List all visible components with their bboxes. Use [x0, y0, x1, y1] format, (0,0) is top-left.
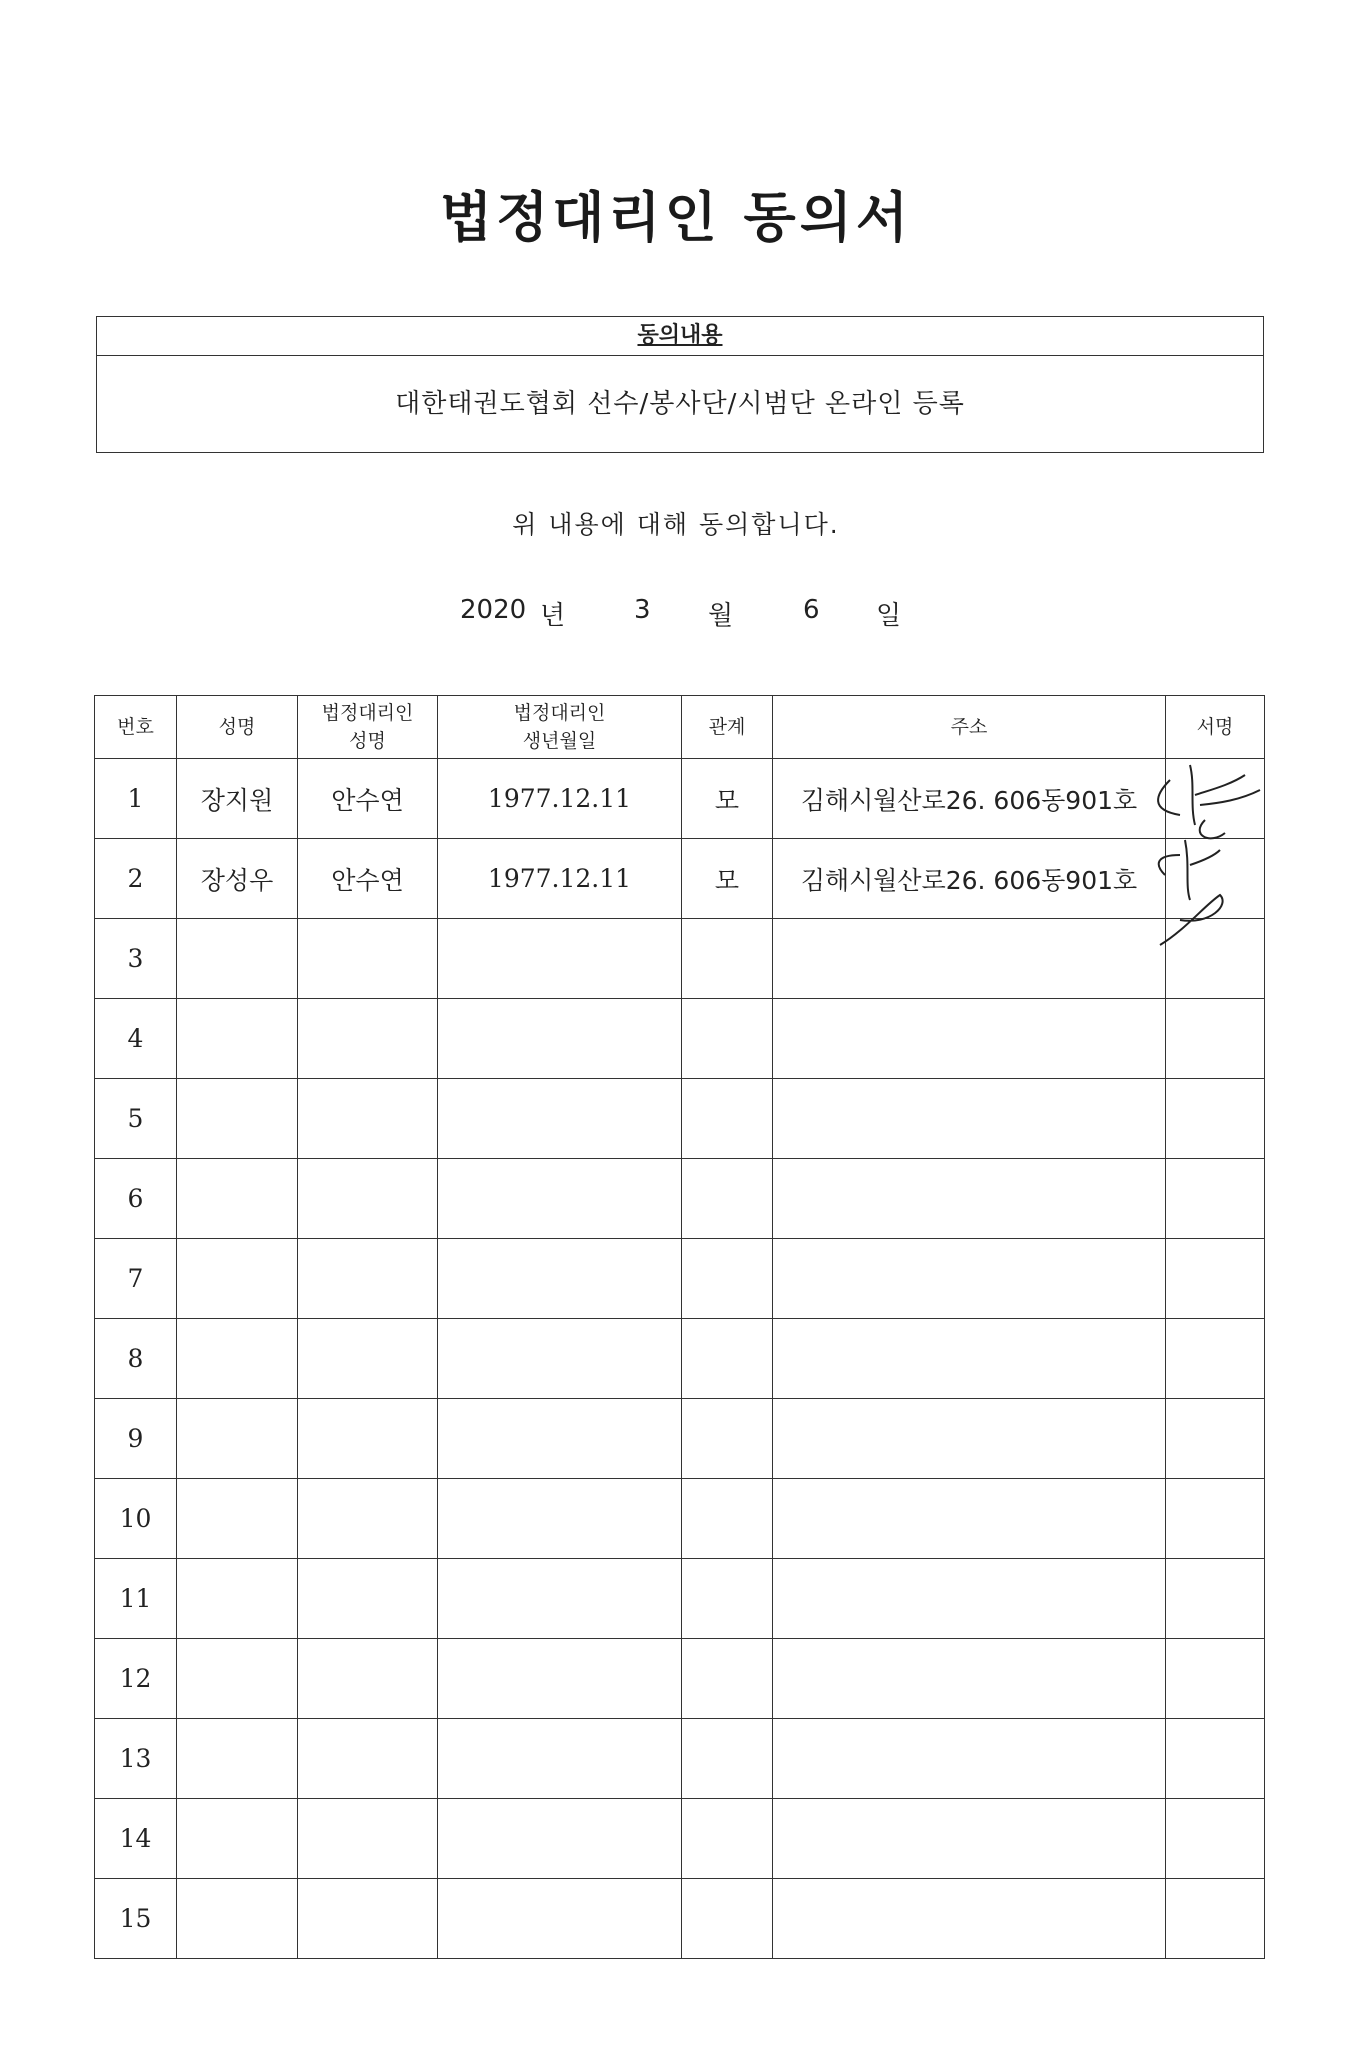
cell-relation: [682, 1079, 773, 1159]
cell-relation: [682, 1719, 773, 1799]
cell-guardian-birth: [438, 1239, 682, 1319]
table-row: [95, 839, 1265, 919]
cell-name: [177, 1639, 298, 1719]
cell-name: [177, 1719, 298, 1799]
cell-relation: [682, 1159, 773, 1239]
header-guardian-birth: [438, 696, 682, 759]
date-month-unit: 월: [708, 601, 734, 631]
cell-no: 13: [95, 1719, 177, 1799]
header-guardian-birth-line1: 법정대리인: [513, 702, 606, 724]
table-row: [95, 999, 1265, 1079]
cell-guardian-name: [298, 1159, 438, 1239]
table-row: [95, 1639, 1265, 1719]
cell-guardian-birth: 1977.12.11: [438, 839, 682, 919]
cell-address: [773, 1559, 1166, 1639]
cell-guardian-name: [298, 1399, 438, 1479]
consent-box: [96, 316, 1264, 453]
cell-address: [773, 1479, 1166, 1559]
table-row: [95, 1479, 1265, 1559]
cell-address: [773, 1719, 1166, 1799]
date-day-unit: 일: [876, 601, 902, 631]
cell-guardian-name: [298, 1239, 438, 1319]
cell-no: 10: [95, 1479, 177, 1559]
header-guardian-name-line2: 성명: [349, 730, 386, 752]
cell-relation: [682, 1799, 773, 1879]
consent-body: 대한태권도협회 선수/봉사단/시범단 온라인 등록: [395, 389, 965, 419]
cell-address: [773, 1799, 1166, 1879]
consent-header: 동의내용: [97, 317, 1263, 356]
handwritten-signature: [1150, 755, 1300, 955]
cell-relation: [682, 1559, 773, 1639]
cell-guardian-birth: [438, 1079, 682, 1159]
cell-no: 8: [95, 1319, 177, 1399]
table-row: [95, 1879, 1265, 1959]
cell-address: 김해시월산로26. 606동901호: [773, 759, 1166, 839]
cell-signature: [1166, 1799, 1265, 1879]
cell-no: 14: [95, 1799, 177, 1879]
table-row: [95, 1799, 1265, 1879]
cell-name: [177, 999, 298, 1079]
cell-signature: [1166, 1159, 1265, 1239]
header-relation: 관계: [682, 696, 773, 759]
cell-guardian-birth: [438, 1879, 682, 1959]
table-header-row: [95, 696, 1265, 759]
table-row: [95, 1319, 1265, 1399]
header-guardian-name: [298, 696, 438, 759]
cell-name: [177, 919, 298, 999]
cell-no: 7: [95, 1239, 177, 1319]
cell-guardian-name: [298, 1799, 438, 1879]
cell-no: 9: [95, 1399, 177, 1479]
cell-address: [773, 999, 1166, 1079]
cell-guardian-name: [298, 1559, 438, 1639]
table-row: [95, 759, 1265, 839]
header-address: 주소: [773, 696, 1166, 759]
cell-address: [773, 1079, 1166, 1159]
cell-signature: [1166, 1639, 1265, 1719]
registration-table: [94, 695, 1265, 1959]
cell-signature: [1166, 1559, 1265, 1639]
cell-guardian-name: [298, 1479, 438, 1559]
cell-guardian-birth: [438, 1719, 682, 1799]
cell-signature: [1166, 999, 1265, 1079]
cell-guardian-name: [298, 999, 438, 1079]
cell-no: 5: [95, 1079, 177, 1159]
cell-relation: [682, 1479, 773, 1559]
cell-address: [773, 1399, 1166, 1479]
date-day: 6: [803, 595, 820, 625]
cell-signature: [1166, 1479, 1265, 1559]
cell-guardian-name: [298, 1879, 438, 1959]
cell-name: [177, 1079, 298, 1159]
cell-guardian-birth: [438, 919, 682, 999]
document-title: 법정대리인 동의서: [439, 186, 913, 249]
date-year: 2020: [460, 595, 527, 625]
cell-no: 12: [95, 1639, 177, 1719]
cell-no: 3: [95, 919, 177, 999]
cell-no: 4: [95, 999, 177, 1079]
cell-relation: [682, 1399, 773, 1479]
cell-address: [773, 1879, 1166, 1959]
cell-guardian-name: [298, 1319, 438, 1399]
date-year-unit: 년: [540, 601, 566, 631]
cell-signature: [1166, 1079, 1265, 1159]
cell-signature: [1166, 1239, 1265, 1319]
header-guardian-birth-line2: 생년월일: [522, 730, 597, 752]
cell-no: 11: [95, 1559, 177, 1639]
header-signature: 서명: [1166, 696, 1265, 759]
table-row: [95, 1399, 1265, 1479]
cell-guardian-birth: [438, 1159, 682, 1239]
cell-address: [773, 1159, 1166, 1239]
cell-guardian-name: [298, 1639, 438, 1719]
cell-name: [177, 1319, 298, 1399]
cell-name: [177, 1559, 298, 1639]
cell-guardian-birth: [438, 1399, 682, 1479]
cell-guardian-name: 안수연: [298, 839, 438, 919]
cell-relation: [682, 1879, 773, 1959]
header-no: 번호: [95, 696, 177, 759]
header-name: 성명: [177, 696, 298, 759]
cell-name: [177, 1879, 298, 1959]
cell-signature: [1166, 1719, 1265, 1799]
header-guardian-name-line1: 법정대리인: [321, 702, 414, 724]
cell-address: [773, 919, 1166, 999]
cell-signature: [1166, 1879, 1265, 1959]
cell-relation: 모: [682, 839, 773, 919]
cell-no: 1: [95, 759, 177, 839]
cell-no: 6: [95, 1159, 177, 1239]
cell-relation: [682, 1319, 773, 1399]
cell-relation: [682, 999, 773, 1079]
cell-guardian-birth: [438, 999, 682, 1079]
cell-name: [177, 1479, 298, 1559]
table-row: [95, 919, 1265, 999]
cell-address: [773, 1639, 1166, 1719]
cell-no: 2: [95, 839, 177, 919]
cell-guardian-birth: 1977.12.11: [438, 759, 682, 839]
cell-relation: [682, 1239, 773, 1319]
cell-no: 15: [95, 1879, 177, 1959]
table-row: [95, 1079, 1265, 1159]
agree-statement: 위 내용에 대해 동의합니다.: [512, 510, 840, 539]
cell-guardian-name: 안수연: [298, 759, 438, 839]
cell-guardian-birth: [438, 1319, 682, 1399]
cell-name: [177, 1239, 298, 1319]
table-row: [95, 1719, 1265, 1799]
cell-guardian-name: [298, 1079, 438, 1159]
cell-address: 김해시월산로26. 606동901호: [773, 839, 1166, 919]
cell-guardian-birth: [438, 1799, 682, 1879]
cell-name: [177, 1399, 298, 1479]
cell-relation: [682, 1639, 773, 1719]
cell-name: 장지원: [177, 759, 298, 839]
cell-guardian-name: [298, 1719, 438, 1799]
cell-guardian-birth: [438, 1559, 682, 1639]
cell-name: [177, 1159, 298, 1239]
table-row: [95, 1239, 1265, 1319]
table-row: [95, 1559, 1265, 1639]
cell-relation: 모: [682, 759, 773, 839]
cell-signature: [1166, 1319, 1265, 1399]
cell-address: [773, 1319, 1166, 1399]
table-row: [95, 1159, 1265, 1239]
date-month: 3: [634, 595, 651, 625]
cell-name: 장성우: [177, 839, 298, 919]
cell-name: [177, 1799, 298, 1879]
cell-address: [773, 1239, 1166, 1319]
cell-guardian-name: [298, 919, 438, 999]
cell-guardian-birth: [438, 1479, 682, 1559]
cell-relation: [682, 919, 773, 999]
cell-guardian-birth: [438, 1639, 682, 1719]
cell-signature: [1166, 1399, 1265, 1479]
